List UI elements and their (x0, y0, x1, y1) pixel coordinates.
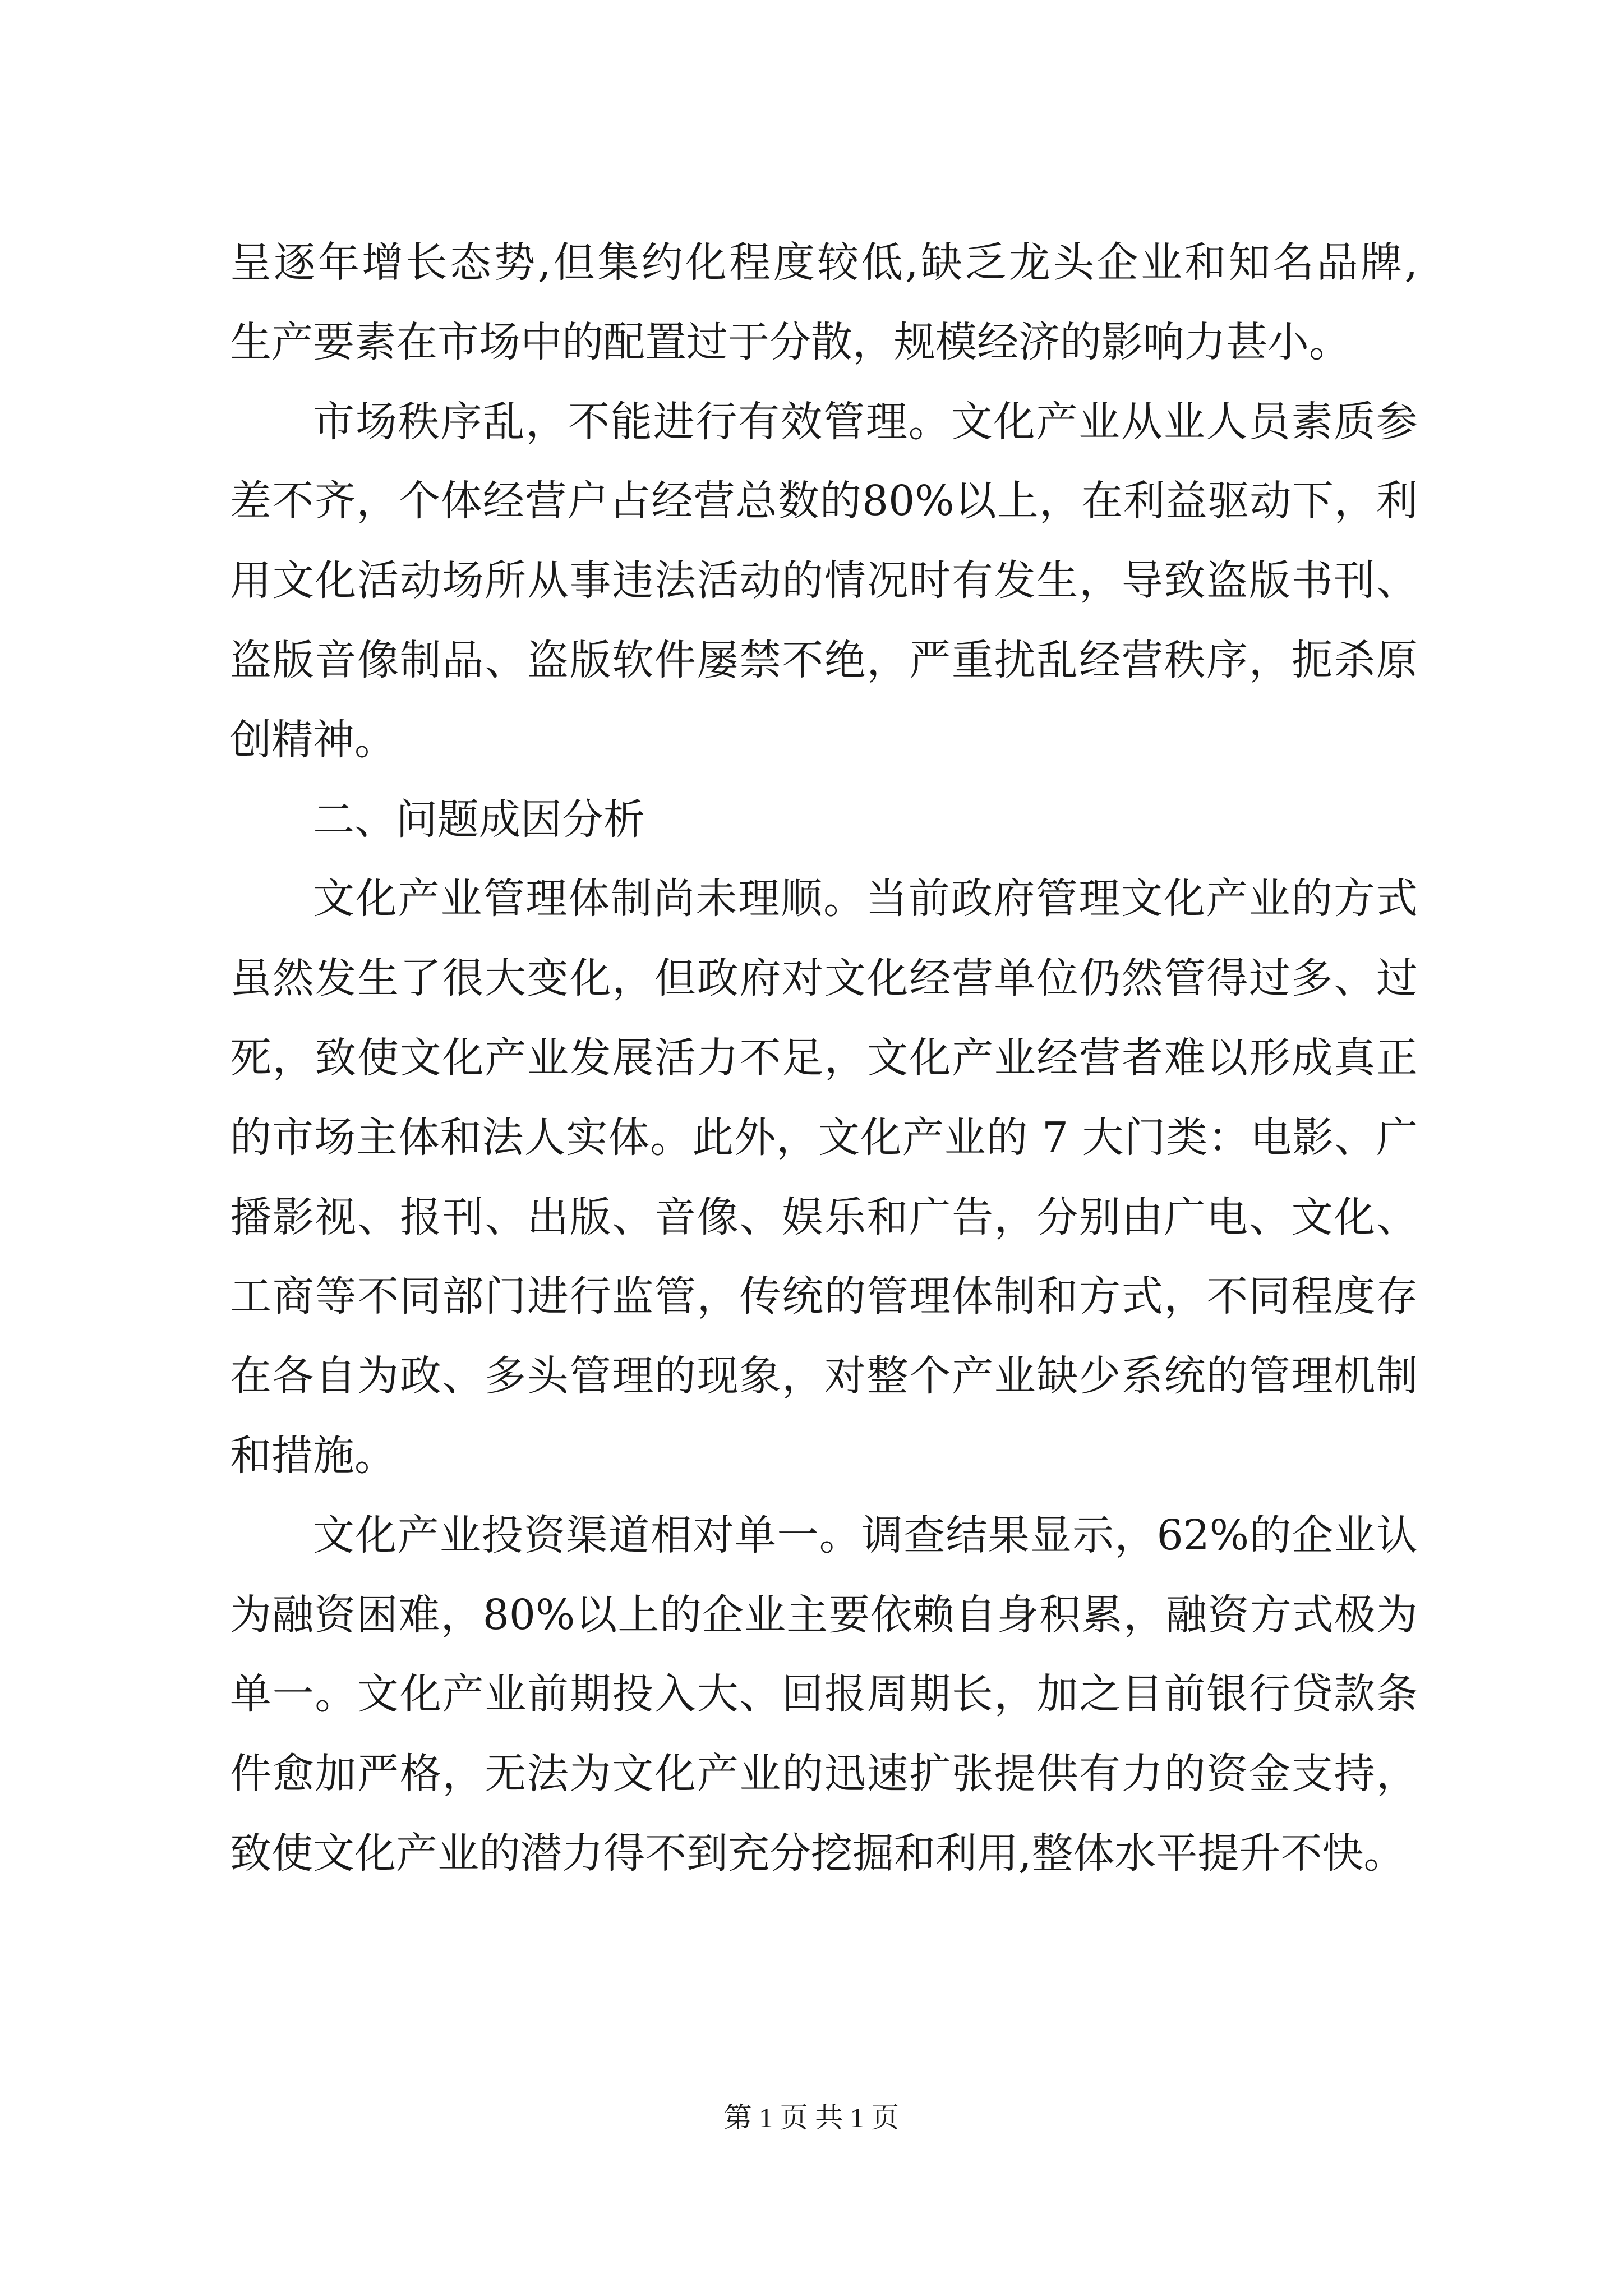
text-line: 单一。文化产业前期投入大、回报周期长，加之目前银行贷款条 (230, 1670, 1418, 1719)
text-line: 市场秩序乱，不能进行有效管理。文化产业从业人员素质参 (313, 397, 1418, 446)
text-line: 件愈加严格，无法为文化产业的迅速扩张提供有力的资金支持， (230, 1750, 1418, 1798)
text-line: 用文化活动场所从事违法活动的情况时有发生，导致盗版书刊、 (230, 556, 1418, 605)
page-footer: 第 1 页 共 1 页 (723, 2102, 900, 2133)
text-line: 致使文化产业的潜力得不到充分挖掘和利用,整体水平提升不快。 (230, 1829, 1405, 1878)
text-line: 播影视、报刊、出版、音像、娱乐和广告，分别由广电、文化、 (230, 1193, 1418, 1241)
text-line: 生产要素在市场中的配置过于分散，规模经济的影响力甚小。 (230, 318, 1350, 366)
text-line: 文化产业管理体制尚未理顺。当前政府管理文化产业的方式 (313, 875, 1418, 923)
text-line: 文化产业投资渠道相对单一。调查结果显示，62%的企业认 (313, 1511, 1418, 1559)
text-line: 呈逐年增长态势,但集约化程度较低,缺乏龙头企业和知名品牌, (230, 238, 1418, 287)
text-line: 盗版音像制品、盗版软件屡禁不绝，严重扰乱经营秩序，扼杀原 (230, 636, 1418, 684)
text-line: 二、问题成因分析 (313, 795, 645, 844)
text-line: 和措施。 (230, 1431, 396, 1480)
text-line: 差不齐，个体经营户占经营总数的80%以上，在利益驱动下，利 (230, 477, 1418, 526)
text-line: 创精神。 (230, 715, 396, 764)
body-text (230, 223, 1418, 1894)
text-line: 工商等不同部门进行监管，传统的管理体制和方式，不同程度存 (230, 1272, 1418, 1321)
text-line: 死，致使文化产业发展活力不足，文化产业经营者难以形成真正 (230, 1033, 1418, 1082)
text-line: 在各自为政、多头管理的现象，对整个产业缺少系统的管理机制 (230, 1352, 1418, 1401)
text-line: 为融资困难，80%以上的企业主要依赖自身积累，融资方式极为 (230, 1590, 1418, 1639)
text-line: 的市场主体和法人实体。此外，文化产业的 7 大门类：电影、广 (230, 1113, 1418, 1162)
text-line: 虽然发生了很大变化，但政府对文化经营单位仍然管得过多、过 (230, 954, 1418, 1003)
